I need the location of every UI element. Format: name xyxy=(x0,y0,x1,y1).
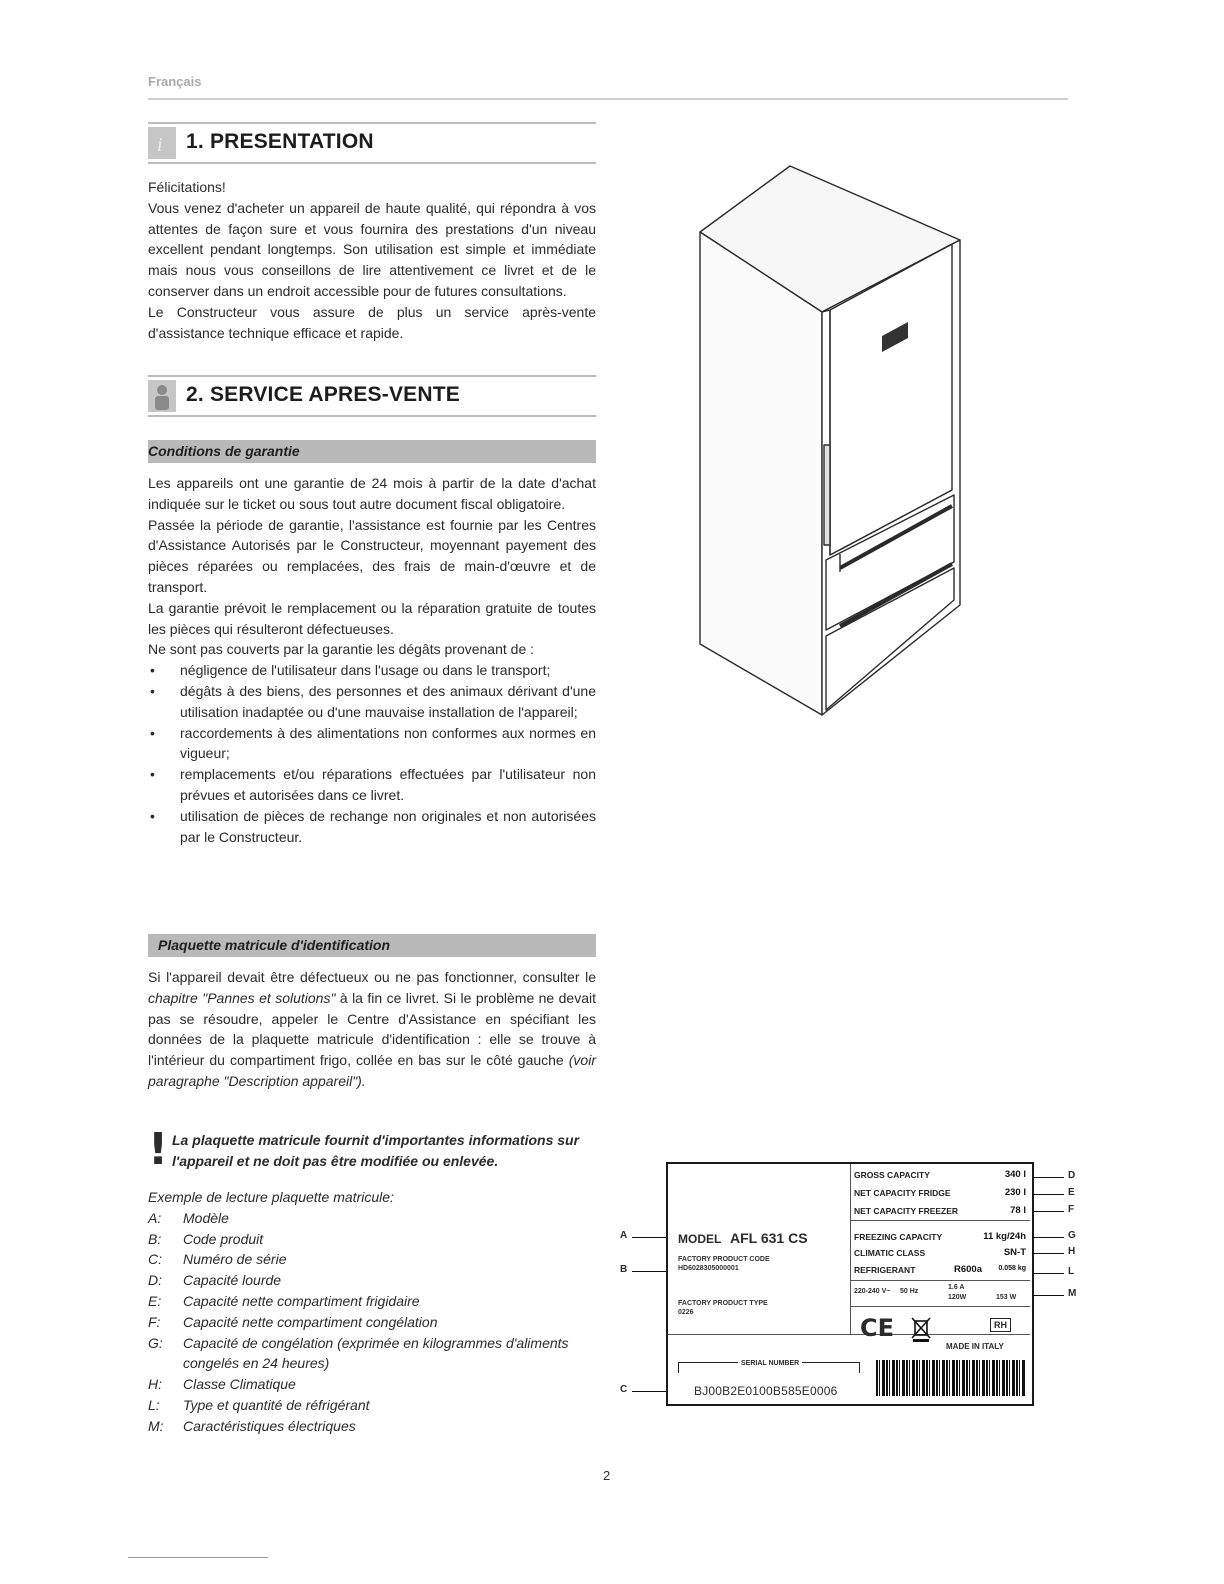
freezing-capacity-value: 11 kg/24h xyxy=(983,1231,1026,1242)
legend-item: L: Type et quantité de réfrigérant xyxy=(148,1396,370,1413)
callout-f: F xyxy=(1068,1204,1075,1215)
list-item: • remplacements et/ou réparations effectuées par l'utilisateur non prévues et autorisées dans ce livret. xyxy=(148,764,596,806)
gross-capacity-value: 340 l xyxy=(1004,1169,1026,1180)
net-freezer-label: NET CAPACITY FREEZER xyxy=(854,1206,959,1216)
refrigerant-type: R600a xyxy=(954,1264,982,1275)
callout-m: M xyxy=(1068,1288,1077,1299)
ce-mark-icon: CE xyxy=(860,1314,895,1342)
callout-a: A xyxy=(620,1230,628,1241)
callout-c: C xyxy=(620,1384,628,1395)
presentation-paragraph-2: Le Constructeur vous assure de plus un service après-vente d'assistance technique efficace et rapide. xyxy=(148,303,596,341)
footer-divider xyxy=(128,1557,268,1558)
service-technician-icon xyxy=(148,380,176,412)
legend-item: B: Code produit xyxy=(148,1230,264,1247)
paragraph-reference: (voir paragraphe "Description appareil"). xyxy=(148,1052,596,1089)
legend-title: Exemple de lecture plaquette matricule: xyxy=(148,1189,394,1205)
section-1-title: 1. PRESENTATION xyxy=(186,130,374,153)
legend-item: D: Capacité lourde xyxy=(148,1272,282,1289)
factory-code-value: HD6028305000001 xyxy=(678,1265,739,1272)
page-number: 2 xyxy=(603,1468,611,1483)
callout-l: L xyxy=(1068,1266,1075,1277)
callout-h: H xyxy=(1068,1246,1076,1257)
legend-item: E: Capacité nette compartiment frigidaire xyxy=(148,1292,420,1309)
list-item: • utilisation de pièces de rechange non originales et non autorisées par le Constructeur. xyxy=(148,806,596,848)
legend-item: F: Capacité nette compartiment congélation xyxy=(148,1313,438,1330)
plate-heading: Plaquette matricule d'identification xyxy=(148,934,596,957)
exclusion-list xyxy=(148,660,596,847)
rating-plate xyxy=(666,1162,1034,1406)
net-fridge-value: 230 l xyxy=(1004,1187,1026,1198)
callout-b: B xyxy=(620,1264,628,1275)
callout-e: E xyxy=(1068,1187,1075,1198)
warning-icon: ! xyxy=(148,1124,169,1175)
warranty-paragraph-4: Ne sont pas couverts par la garantie les dégâts provenant de : xyxy=(148,641,535,658)
freezing-capacity-label: FREEZING CAPACITY xyxy=(854,1232,943,1242)
warning-text: La plaquette matricule fournit d'importantes informations sur l'appareil et ne doit pas être modifiée ou enlevée. xyxy=(172,1132,580,1169)
factory-type-value: 0226 xyxy=(678,1309,694,1316)
callout-d: D xyxy=(1068,1170,1076,1181)
plate-text-mid: à la fin ce livret. Si le problème ne devait pas se résoudre, appeler le Centre d'Assistance en spécifiant les données de la plaquette matricule d'identification : elle se trouve à l'intérieur du compartiment frigo, collée en bas sur le côté gauche xyxy=(148,989,597,1069)
plate-text-start: Si l'appareil devait être défectueux ou ne pas fonctionner, consulter le xyxy=(148,969,596,985)
legend-item: H: Classe Climatique xyxy=(148,1376,296,1393)
climatic-class-value: SN-T xyxy=(1003,1247,1026,1258)
plate-description xyxy=(148,967,596,1092)
info-icon xyxy=(148,127,176,159)
language-label: Français xyxy=(148,74,202,89)
warranty-heading: Conditions de garantie xyxy=(148,440,596,463)
power-1: 120W xyxy=(948,1294,967,1301)
warranty-paragraph-3: La garantie prévoit le remplacement ou la réparation gratuite de toutes les pièces qui résulteront défectueuses. xyxy=(148,599,596,637)
section-2-header xyxy=(148,375,596,417)
list-item: • raccordements à des alimentations non conformes aux normes en vigueur; xyxy=(148,723,596,765)
climatic-class-label: CLIMATIC CLASS xyxy=(854,1248,926,1258)
barcode xyxy=(876,1360,1026,1396)
factory-type-label: FACTORY PRODUCT TYPE xyxy=(678,1300,768,1307)
list-item: • dégâts à des biens, des personnes et des animaux dérivant d'une utilisation inadaptée ou d'une mauvaise installation de l'appareil; xyxy=(148,681,596,723)
chapter-reference: chapitre "Pannes et solutions" xyxy=(148,989,336,1006)
greeting: Félicitations! xyxy=(148,179,226,195)
gross-capacity-label: GROSS CAPACITY xyxy=(854,1170,930,1180)
section-1-header xyxy=(148,122,596,164)
list-item: • négligence de l'utilisateur dans l'usage ou dans le transport; xyxy=(148,660,596,681)
power-2: 153 W xyxy=(996,1294,1017,1301)
plate-legend xyxy=(148,1187,608,1437)
current: 1.6 A xyxy=(948,1284,965,1291)
rh-badge: RH xyxy=(990,1318,1011,1332)
header-divider xyxy=(148,98,1068,100)
legend-item: M: Caractéristiques électriques xyxy=(148,1417,356,1434)
legend-item: A: Modèle xyxy=(148,1209,229,1226)
refrigerant-label: REFRIGERANT xyxy=(854,1265,916,1275)
net-fridge-label: NET CAPACITY FRIDGE xyxy=(854,1188,951,1198)
serial-number-label: SERIAL NUMBER xyxy=(738,1360,802,1367)
refrigerant-quantity: 0.058 kg xyxy=(998,1265,1026,1272)
warranty-paragraph-2: Passée la période de garantie, l'assistance est fournie par les Centres d'Assistance Autorisés par le Constructeur, moyennant payement des pièces réparées ou remplacées, des frais de main-d'œuvre et de transport. xyxy=(148,516,596,595)
net-freezer-value: 78 l xyxy=(1010,1205,1026,1216)
warranty-text xyxy=(148,473,596,847)
presentation-text xyxy=(148,177,596,343)
legend-item: C: Numéro de série xyxy=(148,1251,287,1268)
refrigerator-illustration xyxy=(690,160,970,730)
section-2-title: 2. SERVICE APRES-VENTE xyxy=(186,383,460,406)
svg-text:i: i xyxy=(157,134,163,156)
legend-item: G: Capacité de congélation (exprimée en kilogrammes d'aliments congelés en 24 heures) xyxy=(148,1334,569,1372)
made-in-label: MADE IN ITALY xyxy=(946,1342,1004,1351)
model-label: MODEL xyxy=(678,1232,722,1246)
weee-bin-icon xyxy=(910,1316,932,1342)
presentation-paragraph-1: Vous venez d'acheter un appareil de haute qualité, qui répondra à vos attentes de façon sure et vous fournira des prestations d'un niveau excellent pendant longtemps. Son utilisation est simple et immédiate mais nous vous conseillons de lire attentivement ce livret et de le conserver dans un endroit accessible pour de futures consultations. xyxy=(148,199,596,299)
voltage: 220-240 V~ xyxy=(854,1288,891,1295)
frequency: 50 Hz xyxy=(900,1288,919,1295)
factory-code-label: FACTORY PRODUCT CODE xyxy=(678,1256,770,1263)
callout-g: G xyxy=(1068,1230,1076,1241)
model-value: AFL 631 CS xyxy=(730,1230,808,1246)
warranty-paragraph-1: Les appareils ont une garantie de 24 mois à partir de la date d'achat indiquée sur le ticket ou sous tout autre document fiscal obligatoire. xyxy=(148,475,596,512)
serial-number-value: BJ00B2E0100B585E0006 xyxy=(694,1384,838,1398)
